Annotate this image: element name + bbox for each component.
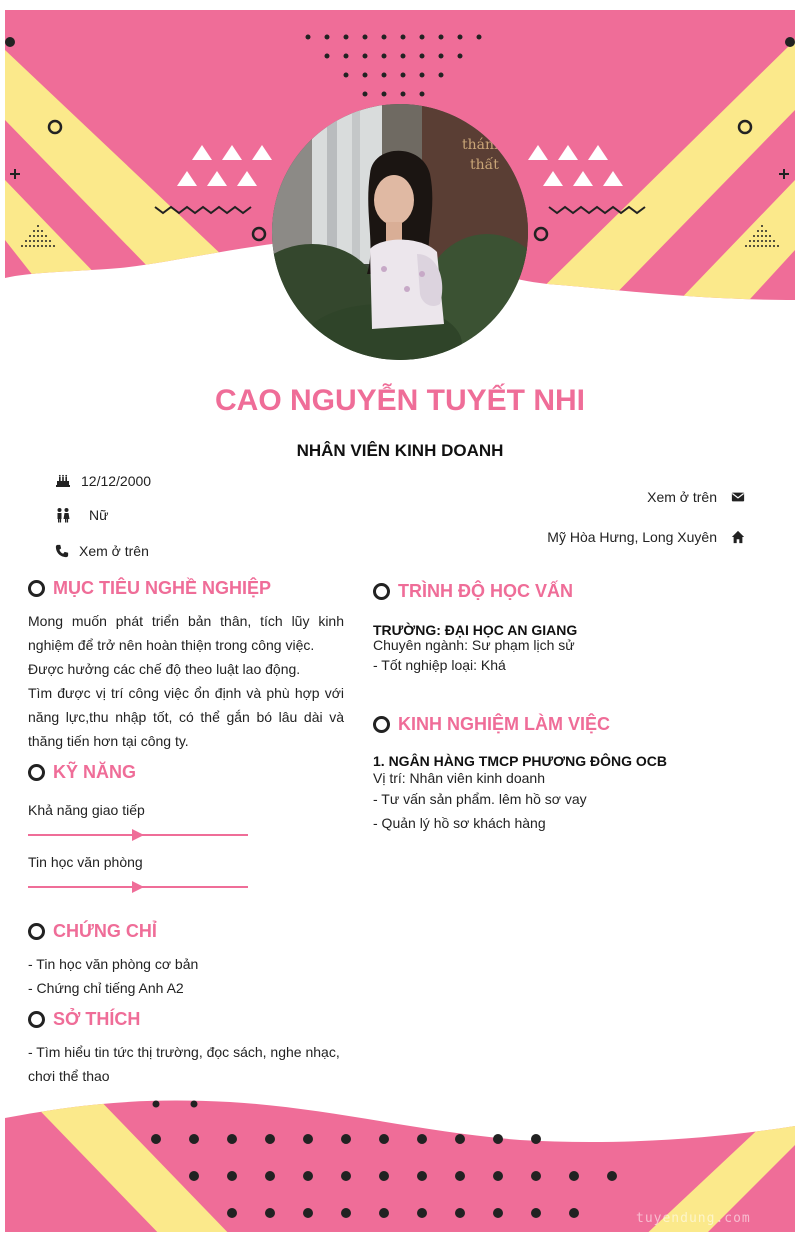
skill-level-marker bbox=[132, 881, 144, 893]
career-goal-line: Tìm được vị trí công việc ổn định và phù hợp với năng lực,thu nhập tốt, có thể gắn bó lâu dài và thăng tiến hơn tại công ty. bbox=[28, 685, 344, 749]
watermark: tuyendung.com bbox=[636, 1211, 751, 1226]
career-goal-line: Được hưởng các chế độ theo luật lao động. bbox=[28, 661, 301, 677]
skill-name: Tin học văn phòng bbox=[28, 854, 143, 870]
candidate-name: CAO NGUYỄN TUYẾT NHI bbox=[214, 384, 586, 417]
birthday-value: 12/12/2000 bbox=[81, 473, 152, 489]
certificate-item: - Tin học văn phòng cơ bản bbox=[28, 956, 199, 972]
hobbies-heading bbox=[28, 1009, 140, 1030]
birthday-row bbox=[55, 473, 151, 489]
career-goal-title: MỤC TIÊU NGHỀ NGHIỆP bbox=[53, 578, 272, 598]
svg-text:thánh: thánh bbox=[462, 137, 504, 153]
phone-value: Xem ở trên bbox=[79, 543, 149, 559]
phone-row bbox=[55, 543, 149, 559]
education-heading bbox=[373, 581, 573, 602]
profile-photo bbox=[272, 104, 528, 360]
email-row bbox=[647, 489, 745, 505]
skills-heading bbox=[28, 762, 136, 783]
section-bullet-icon bbox=[28, 923, 45, 940]
career-goal-text bbox=[28, 609, 344, 753]
certificates-heading bbox=[28, 921, 157, 942]
section-bullet-icon bbox=[28, 1011, 45, 1028]
certificate-item: - Chứng chỉ tiếng Anh A2 bbox=[28, 980, 184, 996]
education-grade: - Tốt nghiệp loại: Khá bbox=[373, 657, 506, 673]
section-bullet-icon bbox=[373, 583, 390, 600]
skill-level-marker bbox=[132, 829, 144, 841]
email-value: Xem ở trên bbox=[647, 489, 717, 505]
certificates-title: CHỨNG CHỈ bbox=[53, 921, 157, 941]
cake-icon bbox=[55, 473, 71, 489]
home-icon bbox=[731, 530, 745, 544]
experience-heading bbox=[373, 714, 610, 735]
phone-icon bbox=[55, 544, 69, 558]
section-bullet-icon bbox=[28, 764, 45, 781]
section-bullet-icon bbox=[28, 580, 45, 597]
section-bullet-icon bbox=[373, 716, 390, 733]
hobbies-title: SỞ THÍCH bbox=[53, 1009, 141, 1029]
hobbies-text: - Tìm hiểu tin tức thị trường, đọc sách, nghe nhạc, chơi thể thao bbox=[28, 1044, 340, 1084]
education-title: TRÌNH ĐỘ HỌC VẤN bbox=[398, 581, 573, 601]
gender-value: Nữ bbox=[89, 507, 109, 523]
people-icon bbox=[55, 507, 71, 523]
experience-company: 1. NGÂN HÀNG TMCP PHƯƠNG ĐÔNG OCB bbox=[373, 753, 667, 769]
address-row bbox=[547, 529, 745, 545]
svg-text:thất: thất bbox=[470, 157, 499, 173]
job-title: NHÂN VIÊN KINH DOANH bbox=[296, 441, 504, 460]
gender-row bbox=[55, 507, 108, 523]
education-school: TRƯỜNG: ĐẠI HỌC AN GIANG bbox=[373, 622, 578, 638]
skills-title: KỸ NĂNG bbox=[53, 762, 137, 782]
envelope-icon bbox=[731, 490, 745, 504]
experience-task: - Quản lý hồ sơ khách hàng bbox=[373, 815, 546, 831]
experience-title: KINH NGHIỆM LÀM VIỆC bbox=[398, 714, 611, 734]
skill-name: Khả năng giao tiếp bbox=[28, 802, 145, 818]
experience-task: - Tư vấn sản phẩm. lêm hồ sơ vay bbox=[373, 791, 587, 807]
address-value: Mỹ Hòa Hưng, Long Xuyên bbox=[547, 529, 717, 545]
experience-position: Vị trí: Nhân viên kinh doanh bbox=[373, 770, 545, 786]
career-goal-line: Mong muốn phát triển bản thân, tích lũy kinh nghiệm để trở nên hoàn thiện trong công việc. bbox=[28, 613, 344, 653]
career-goal-heading bbox=[28, 578, 271, 599]
education-major: Chuyên ngành: Sư phạm lịch sử bbox=[373, 637, 575, 653]
